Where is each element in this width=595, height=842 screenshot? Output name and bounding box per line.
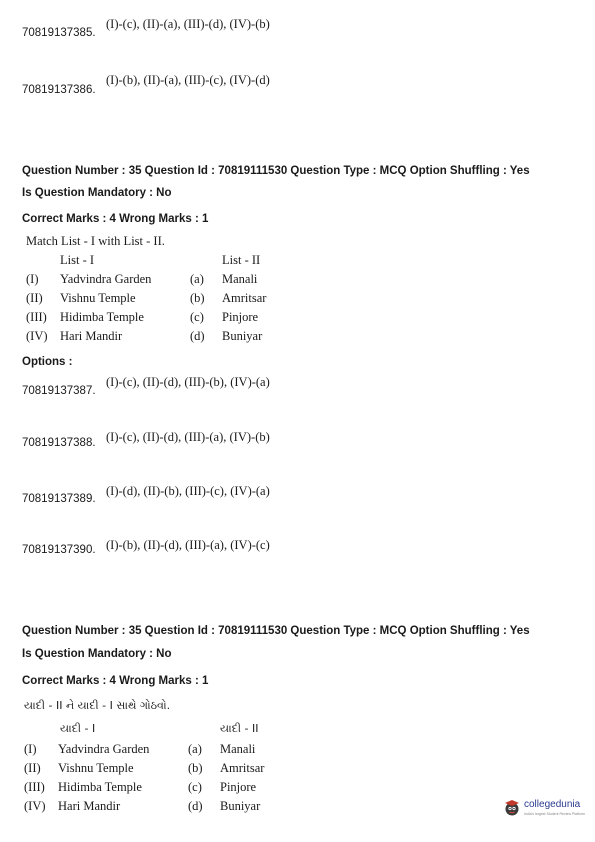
row-number: (IV) (26, 329, 48, 343)
option-id: 70819137386. (22, 84, 96, 96)
row-item: Vishnu Temple (58, 761, 134, 775)
row-match: Manali (220, 742, 256, 756)
row-match: Amritsar (220, 761, 265, 775)
row-item: Yadvindra Garden (60, 272, 152, 286)
row-number: (IV) (24, 799, 46, 813)
option-id: 70819137389. (22, 493, 96, 505)
logo-tagline: India's largest Student Review Platform (524, 812, 585, 816)
marks-line: Correct Marks : 4 Wrong Marks : 1 (22, 675, 209, 687)
option-text: (I)-(b), (II)-(d), (III)-(a), (IV)-(c) (106, 538, 270, 552)
question-prompt: Match List - I with List - II. (26, 234, 165, 248)
row-match: Pinjore (220, 780, 257, 794)
row-letter: (c) (190, 310, 204, 324)
row-match: Manali (222, 272, 258, 286)
row-item: Hari Mandir (60, 329, 123, 343)
option-text: (I)-(b), (II)-(a), (III)-(c), (IV)-(d) (106, 73, 270, 87)
graduate-mascot-icon (503, 799, 521, 817)
row-match: Buniyar (222, 329, 263, 343)
row-letter: (c) (188, 780, 202, 794)
marks-line: Correct Marks : 4 Wrong Marks : 1 (22, 213, 209, 225)
row-letter: (d) (190, 329, 205, 343)
row-item: Hari Mandir (58, 799, 121, 813)
mandatory-line: Is Question Mandatory : No (22, 648, 172, 660)
mandatory-line: Is Question Mandatory : No (22, 187, 172, 199)
row-letter: (d) (188, 799, 203, 813)
list-2-header: યાદી - II (220, 722, 259, 735)
list-2-header: List - II (222, 253, 261, 267)
row-letter: (a) (188, 742, 202, 756)
row-letter: (b) (188, 761, 203, 775)
row-item: Hidimba Temple (58, 780, 142, 794)
row-match: Pinjore (222, 310, 259, 324)
row-number: (I) (26, 272, 39, 286)
question-header: Question Number : 35 Question Id : 70819111530 Question Type : MCQ Option Shuffling : Yes (22, 625, 530, 637)
question-header: Question Number : 35 Question Id : 70819111530 Question Type : MCQ Option Shuffling : Yes (22, 165, 530, 177)
row-letter: (a) (190, 272, 204, 286)
row-item: Hidimba Temple (60, 310, 144, 324)
row-number: (II) (24, 761, 41, 775)
row-number: (III) (26, 310, 47, 324)
row-match: Buniyar (220, 799, 261, 813)
row-item: Vishnu Temple (60, 291, 136, 305)
row-letter: (b) (190, 291, 205, 305)
option-text: (I)-(c), (II)-(d), (III)-(b), (IV)-(a) (106, 375, 270, 389)
logo-text: collegedunia (524, 799, 581, 810)
option-id: 70819137387. (22, 385, 96, 397)
row-number: (I) (24, 742, 37, 756)
option-id: 70819137388. (22, 437, 96, 449)
collegedunia-logo (503, 796, 587, 822)
option-text: (I)-(d), (II)-(b), (III)-(c), (IV)-(a) (106, 484, 270, 498)
option-text: (I)-(c), (II)-(a), (III)-(d), (IV)-(b) (106, 17, 270, 31)
row-item: Yadvindra Garden (58, 742, 150, 756)
options-label: Options : (22, 356, 73, 368)
option-id: 70819137390. (22, 544, 96, 556)
list-1-header: List - I (60, 253, 95, 267)
list-1-header: યાદી - I (60, 722, 96, 735)
row-number: (II) (26, 291, 43, 305)
question-prompt: યાદી - II ને યાદી - I સાથે ગોઠવો. (24, 699, 171, 712)
option-id: 70819137385. (22, 27, 96, 39)
row-match: Amritsar (222, 291, 267, 305)
row-number: (III) (24, 780, 45, 794)
option-text: (I)-(c), (II)-(d), (III)-(a), (IV)-(b) (106, 430, 270, 444)
